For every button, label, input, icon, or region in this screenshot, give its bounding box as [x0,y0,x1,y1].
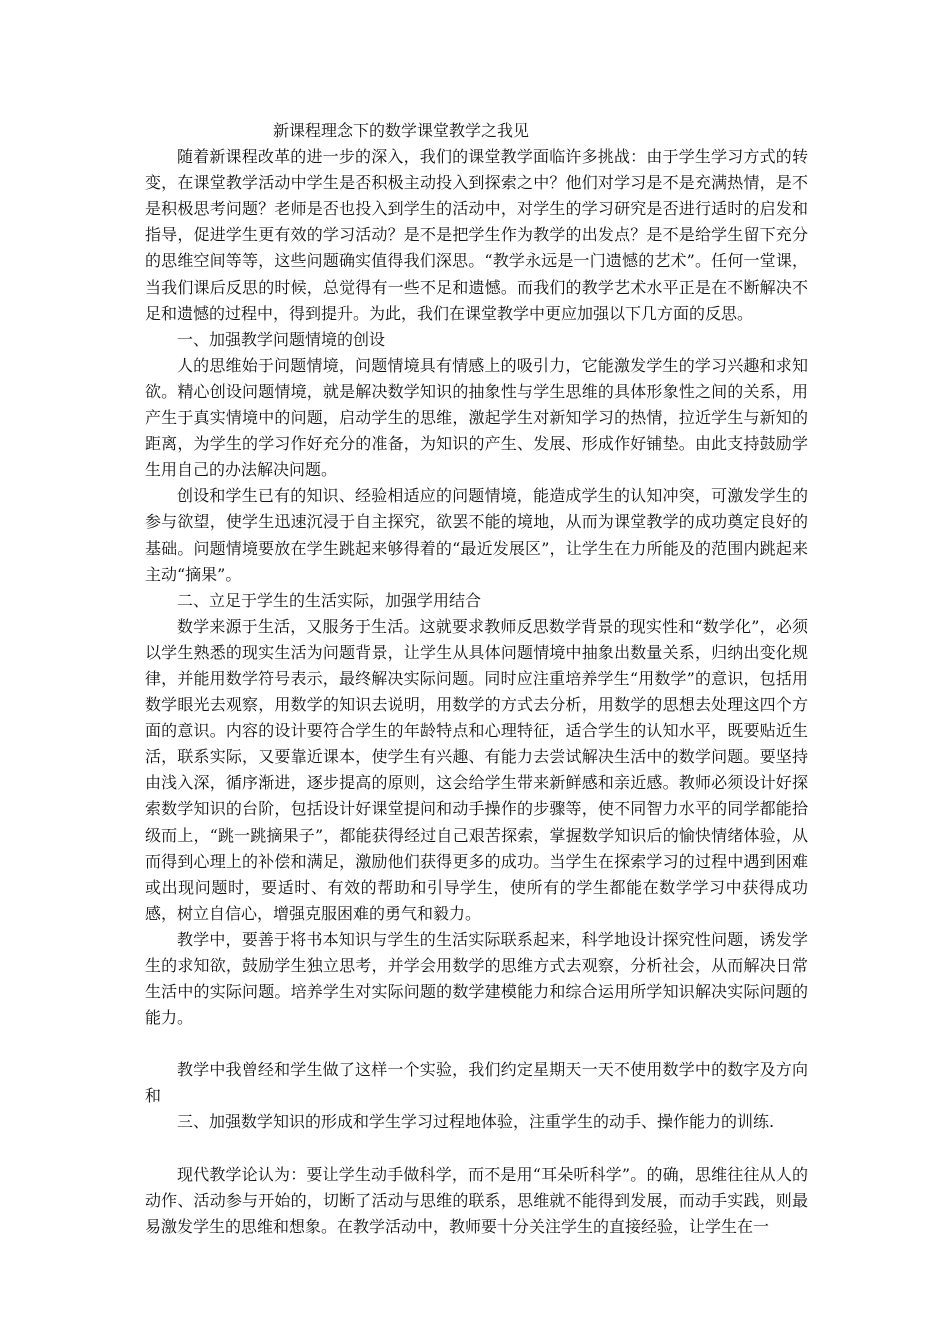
paragraph: 教学中，要善于将书本知识与学生的生活实际联系起来，科学地设计探究性问题，诱发学生的求知欲，鼓励学生独立思考，并学会用数学的思维方式去观察，分析社会，从而解决日常生活中的实际问题。培养学生对实际问题的数学建模能力和综合运用所学知识解决实际问题的能力。 [145,929,808,1028]
section-heading-3: 三、加强数学知识的形成和学生学习过程地体验，注重学生的动手、操作能力的训练. [177,1112,775,1132]
paragraph: 创设和学生已有的知识、经验相适应的问题情境，能造成学生的认知冲突，可激发学生的参与欲望，使学生迅速沉浸于自主探究，欲罢不能的境地，从而为课堂教学的成功奠定良好的基础。问题情境要放在学生跳起来够得着的“最近发展区”，让学生在力所能及的范围内跳起来主动“摘果”。 [145,486,808,584]
section-heading-2: 二、立足于学生的生活实际，加强学用结合 [177,590,482,610]
paragraph: 数学来源于生活，又服务于生活。这就要求教师反思数学背景的现实性和“数学化”，必须以学生熟悉的现实生活为问题背景，让学生从具体问题情境中抽象出数量关系，归纳出变化规律，并能用数学符号表示，最终解决实际问题。同时应注重培养学生“用数学”的意识，包括用数学眼光去观察，用数学的知识去说明，用数学的方式去分析，用数学的思想去处理这四个方面的意识。内容的设计要符合学生的年龄特点和心理特征，适合学生的认知水平，既要贴近生活，联系实际，又要靠近课本，使学生有兴趣、有能力去尝试解决生活中的数学问题。要坚持由浅入深，循序渐进，逐步提高的原则，这会给学生带来新鲜感和亲近感。教师必须设计好探索数学知识的台阶，包括设计好课堂提问和动手操作的步骤等，使不同智力水平的同学都能拾级而上，“跳一跳摘果子”，都能获得经过自己艰苦探索，掌握数学知识后的愉快情绪体验，从而得到心理上的补偿和满足，激励他们获得更多的成功。当学生在探索学习的过程中遇到困难或出现问题时，要适时、有效的帮助和引导学生，使所有的学生都能在数学学习中获得成功感，树立自信心，增强克服困难的勇气和毅力。 [145,616,808,923]
paragraph-intro: 随着新课程改革的进一步的深入，我们的课堂教学面临许多挑战：由于学生学习方式的转变，在课堂教学活动中学生是否积极主动投入到探索之中？他们对学习是不是充满热情，是不是积极思考问题？老师是否也投入到学生的活动中，对学生的学习研究是否进行适时的启发和指导，促进学生更有效的学习活动？是不是把学生作为教学的出发点？是不是给学生留下充分的思维空间等等，这些问题确实值得我们深思。“教学永远是一门遗憾的艺术”。任何一堂课，当我们课后反思的时候，总觉得有一些不足和遗憾。而我们的教学艺术水平正是在不断解决不足和遗憾的过程中，得到提升。为此，我们在课堂教学中更应加强以下几方面的反思。 [145,147,808,323]
document-title: 新课程理念下的数学课堂教学之我见 [273,121,530,140]
paragraph: 教学中我曾经和学生做了这样一个实验，我们约定星期天一天不使用数学中的数字及方向和 [145,1060,808,1106]
section-heading-1: 一、加强教学问题情境的创设 [177,329,386,349]
document-page [145,118,808,1240]
paragraph: 人的思维始于问题情境，问题情境具有情感上的吸引力，它能激发学生的学习兴趣和求知欲。精心创设问题情境，就是解决数学知识的抽象性与学生思维的具体形象性之间的关系，用产生于真实情境中的问题，启动学生的思维，激起学生对新知学习的热情，拉近学生与新知的距离，为学生的学习作好充分的准备，为知识的产生、发展、形成作好铺垫。由此支持鼓励学生用自己的办法解决问题。 [145,355,808,480]
paragraph: 现代教学论认为：要让学生动手做科学，而不是用“耳朵听科学”。的确，思维往往从人的动作、活动参与开始的，切断了活动与思维的联系，思维就不能得到发展，而动手实践，则最易激发学生的思维和想象。在教学活动中，教师要十分关注学生的直接经验，让学生在一 [145,1164,808,1236]
